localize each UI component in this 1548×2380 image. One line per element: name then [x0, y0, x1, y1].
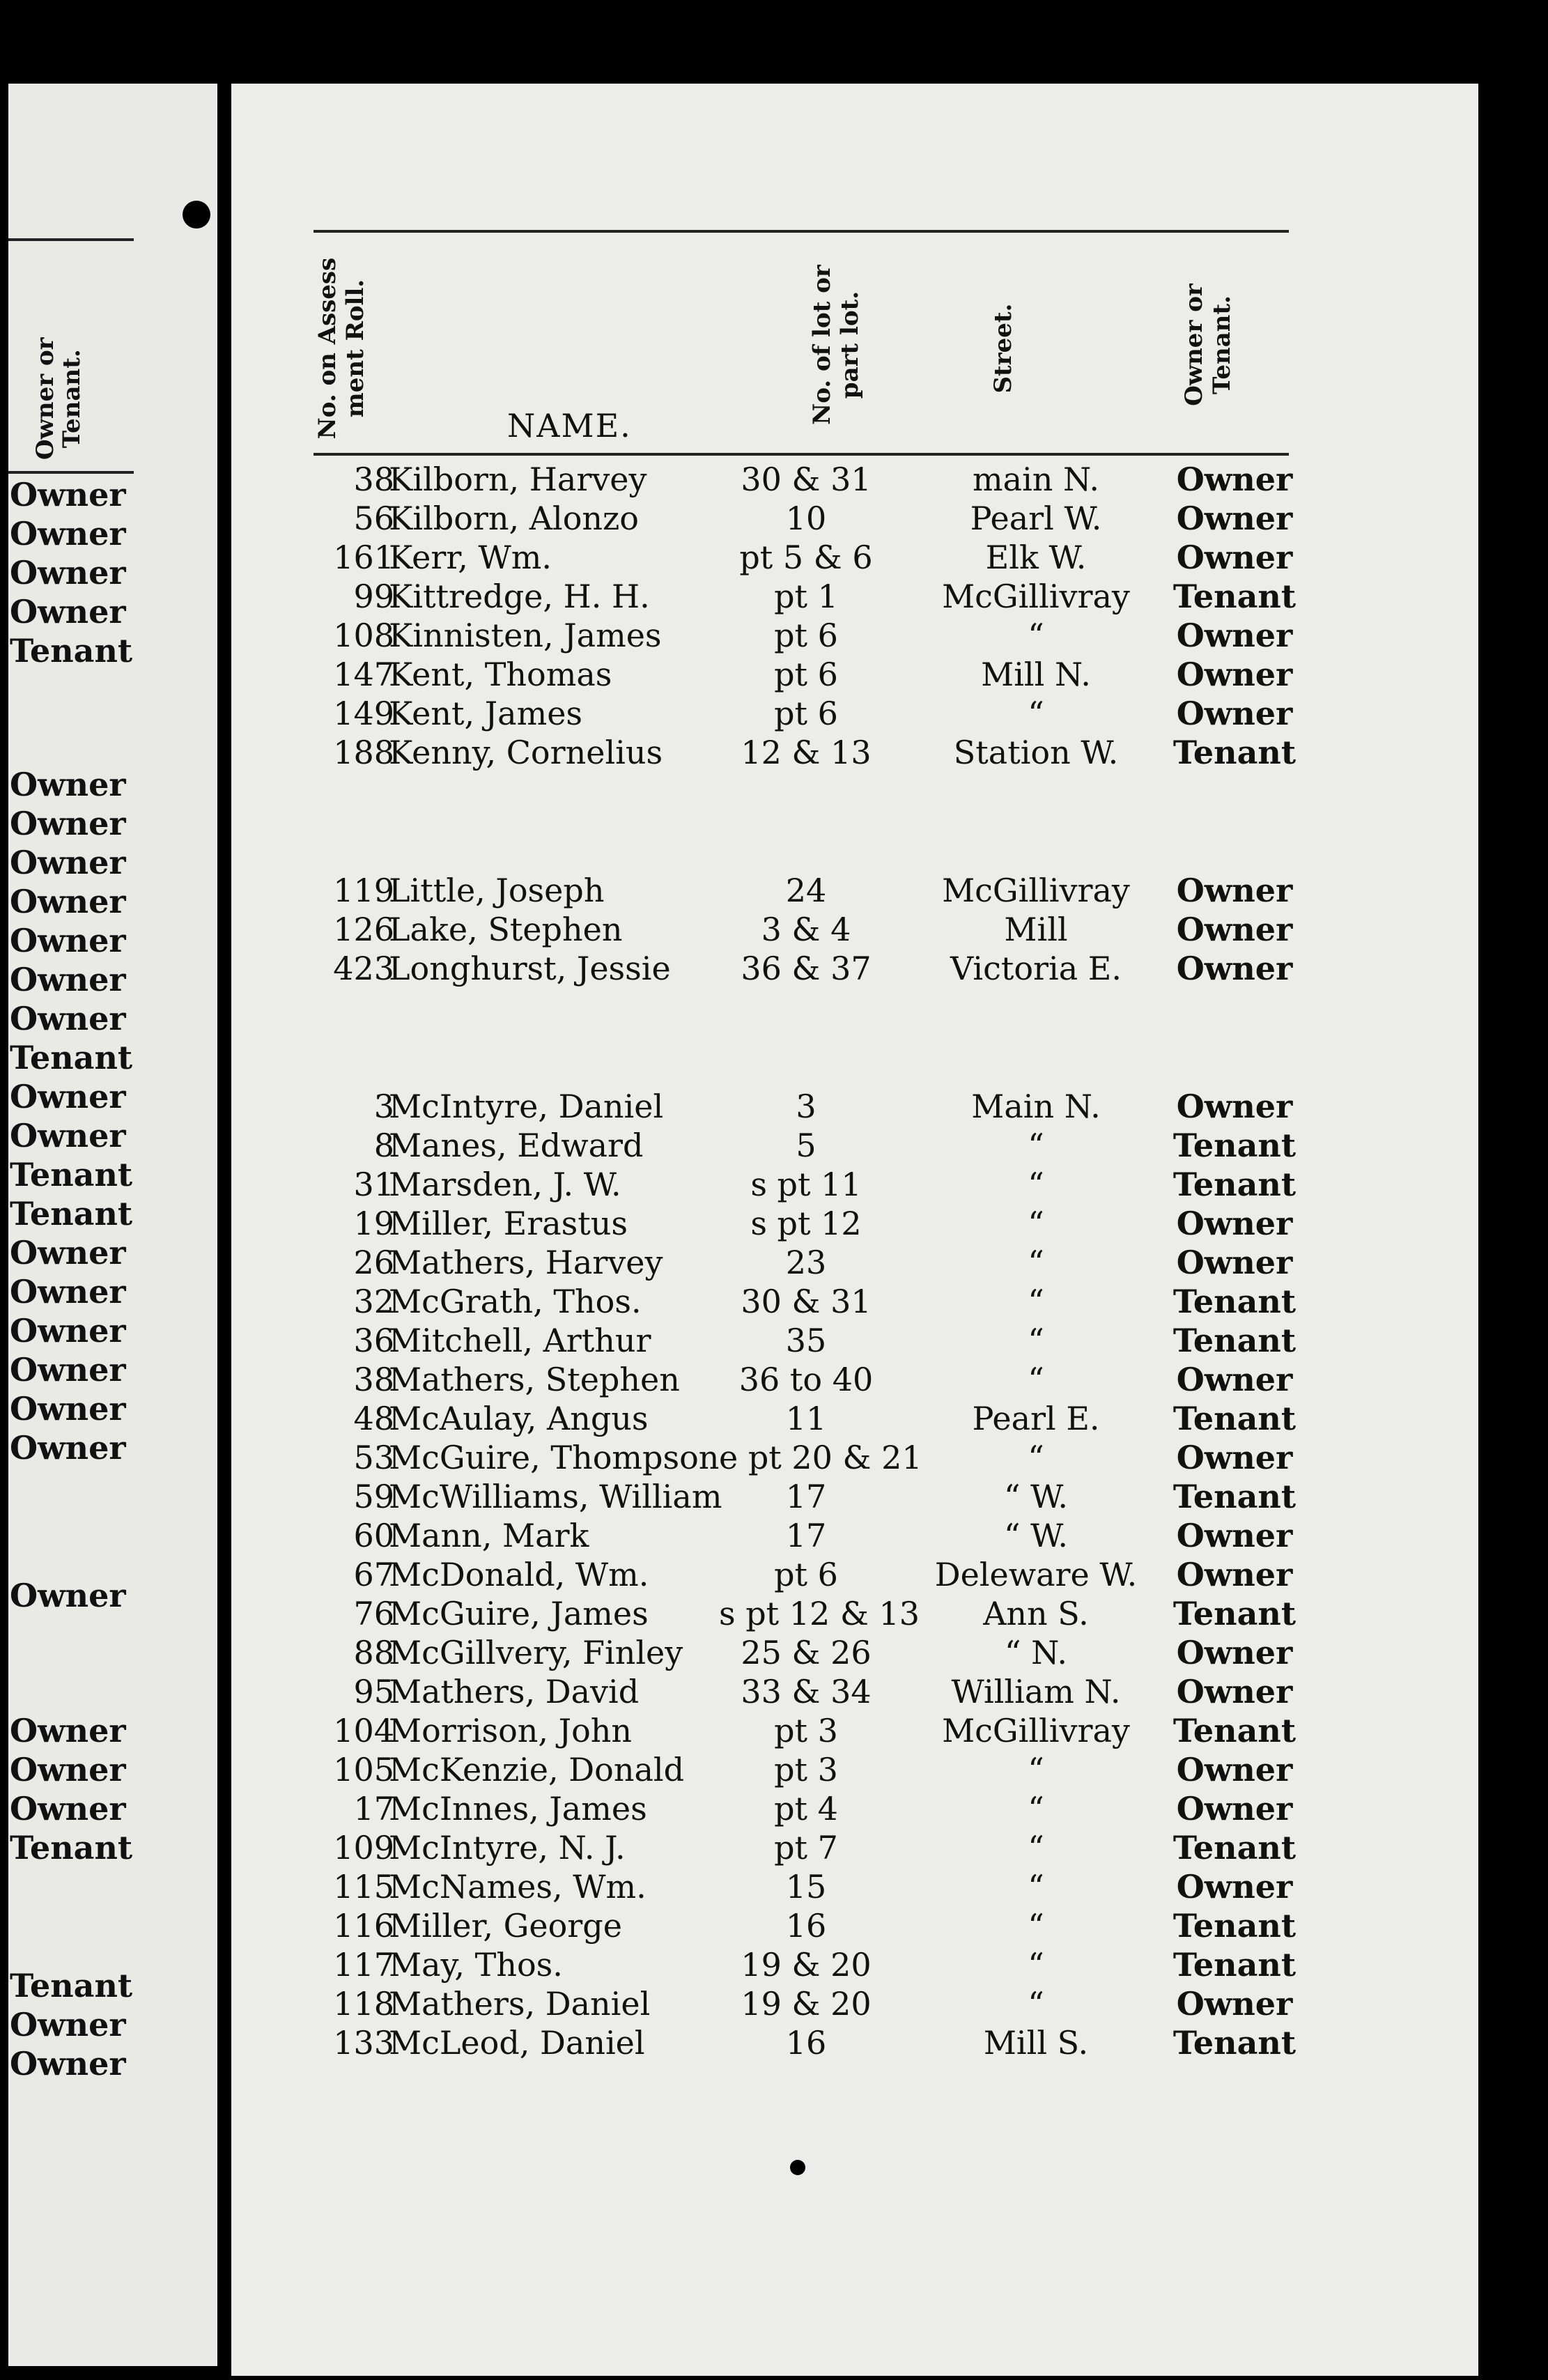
- left-top-rule: [8, 238, 134, 241]
- owner-name: Kinnisten, James: [389, 617, 662, 654]
- street-name: “: [1028, 1868, 1044, 1906]
- table-row: [0, 460, 1548, 499]
- left-owner-tenant-header: Owner or Tenant.: [31, 337, 86, 460]
- street-name: Elk W.: [985, 539, 1087, 576]
- owner-tenant-status: Owner: [1176, 1634, 1293, 1671]
- owner-tenant-status: Owner: [1176, 1439, 1293, 1476]
- left-owner-tenant-entry: Owner: [10, 844, 126, 881]
- owner-name: Mathers, David: [389, 1673, 640, 1710]
- lot-number: pt 3: [774, 1712, 838, 1749]
- table-row: [0, 871, 1548, 910]
- assessment-number: 99: [353, 578, 394, 615]
- table-row: [0, 1477, 1548, 1516]
- street-name: main N.: [973, 461, 1099, 498]
- left-owner-tenant-entry: Owner: [10, 1273, 126, 1311]
- lot-number: pt 6: [774, 656, 838, 693]
- table-row: [0, 616, 1548, 655]
- owner-name: McGuire, James: [389, 1595, 649, 1632]
- assessment-number: 119: [333, 872, 394, 909]
- left-owner-tenant-entry: Owner: [10, 1351, 126, 1389]
- table-row: [0, 1243, 1548, 1282]
- assessment-number: 31: [353, 1166, 394, 1203]
- street-name: “: [1028, 1907, 1044, 1945]
- owner-tenant-status: Owner: [1176, 617, 1293, 654]
- street-name: Station W.: [953, 734, 1119, 771]
- owner-name: McIntyre, Daniel: [389, 1088, 664, 1125]
- street-name: “: [1028, 695, 1044, 732]
- owner-name: McGuire, Thompson: [389, 1439, 720, 1476]
- lot-number: s pt 11: [750, 1166, 862, 1203]
- owner-name: Mathers, Daniel: [389, 1985, 651, 2023]
- owner-tenant-status: Owner: [1176, 1790, 1293, 1828]
- lot-number: 30 & 31: [741, 461, 872, 498]
- lot-number: 23: [785, 1244, 827, 1281]
- owner-tenant-status: Owner: [1176, 1751, 1293, 1788]
- owner-tenant-status: Owner: [1176, 911, 1293, 948]
- left-owner-tenant-entry: Owner: [10, 766, 126, 803]
- lot-number: pt 1: [774, 578, 838, 615]
- owner-tenant-status: Owner: [1176, 539, 1293, 576]
- table-row: [0, 1126, 1548, 1165]
- top-rule: [314, 230, 1289, 233]
- owner-name: Kerr, Wm.: [389, 539, 552, 576]
- lot-number: 36 & 37: [741, 950, 872, 987]
- left-owner-tenant-entry: Owner: [10, 1790, 126, 1828]
- left-owner-tenant-entry: Owner: [10, 1312, 126, 1350]
- assessment-number: 19: [353, 1205, 394, 1242]
- left-owner-tenant-entry: Tenant: [10, 1967, 133, 2004]
- header-name: NAME.: [507, 407, 632, 445]
- table-row: [0, 655, 1548, 694]
- left-owner-tenant-entry: Owner: [10, 515, 126, 552]
- table-row: [0, 1438, 1548, 1477]
- owner-name: McNames, Wm.: [389, 1868, 647, 1906]
- header-rule: [314, 453, 1289, 456]
- header-owner-tenant: Owner or Tenant.: [1180, 284, 1236, 406]
- table-row: [0, 733, 1548, 772]
- assessment-number: 117: [333, 1946, 394, 1984]
- owner-name: Miller, Erastus: [389, 1205, 628, 1242]
- lot-number: 11: [785, 1400, 827, 1437]
- owner-tenant-status: Tenant: [1172, 1595, 1297, 1632]
- left-owner-tenant-entry: Tenant: [10, 1195, 133, 1232]
- lot-number: 19 & 20: [741, 1946, 872, 1984]
- left-owner-tenant-entry: Owner: [10, 476, 126, 513]
- owner-tenant-status: Tenant: [1172, 1166, 1297, 1203]
- header-assessment-roll: No. on Assess ment Roll.: [314, 257, 369, 440]
- street-name: Pearl W.: [970, 500, 1102, 537]
- left-owner-tenant-entry: Owner: [10, 1577, 126, 1614]
- owner-name: McGillvery, Finley: [389, 1634, 683, 1671]
- owner-tenant-status: Owner: [1176, 1205, 1293, 1242]
- street-name: “ W.: [1004, 1478, 1068, 1515]
- assessment-number: 8: [373, 1127, 394, 1164]
- table-row: [0, 1867, 1548, 1906]
- lot-number: pt 3: [774, 1751, 838, 1788]
- owner-name: Kent, Thomas: [389, 656, 612, 693]
- table-row: [0, 1087, 1548, 1126]
- owner-name: Miller, George: [389, 1907, 622, 1945]
- street-name: “: [1028, 1790, 1044, 1828]
- owner-tenant-status: Owner: [1176, 656, 1293, 693]
- owner-tenant-status: Owner: [1176, 461, 1293, 498]
- street-name: Mill S.: [983, 2024, 1089, 2062]
- table-row: [0, 2023, 1548, 2062]
- owner-name: Mathers, Stephen: [389, 1361, 680, 1398]
- street-name: McGillivray: [942, 872, 1130, 909]
- owner-name: Kenny, Cornelius: [389, 734, 663, 771]
- assessment-number: 56: [353, 500, 394, 537]
- owner-name: Lake, Stephen: [389, 911, 623, 948]
- left-owner-tenant-entry: Tenant: [10, 632, 133, 670]
- lot-number: pt 6: [774, 695, 838, 732]
- assessment-number: 38: [353, 461, 394, 498]
- owner-tenant-status: Owner: [1176, 500, 1293, 537]
- header-street: Street.: [989, 303, 1017, 394]
- left-owner-tenant-entry: Tenant: [10, 1156, 133, 1193]
- street-name: “ W.: [1004, 1517, 1068, 1554]
- lot-number: s pt 12: [750, 1205, 862, 1242]
- left-owner-tenant-entry: Owner: [10, 1390, 126, 1428]
- lot-number: 3: [796, 1088, 816, 1125]
- owner-name: Marsden, J. W.: [389, 1166, 621, 1203]
- street-name: “: [1028, 1205, 1044, 1242]
- assessment-number: 115: [333, 1868, 394, 1906]
- left-owner-tenant-entry: Owner: [10, 554, 126, 592]
- owner-name: May, Thos.: [389, 1946, 563, 1984]
- street-name: Deleware W.: [934, 1556, 1138, 1593]
- lot-number: 10: [785, 500, 827, 537]
- street-name: “: [1028, 1946, 1044, 1984]
- table-row: [0, 1399, 1548, 1438]
- owner-tenant-status: Tenant: [1172, 1283, 1297, 1320]
- owner-tenant-status: Tenant: [1172, 1946, 1297, 1984]
- assessment-number: 48: [353, 1400, 394, 1437]
- lot-number: 24: [785, 872, 827, 909]
- left-owner-tenant-entry: Owner: [10, 922, 126, 959]
- table-row: [0, 1516, 1548, 1555]
- lot-number: 30 & 31: [741, 1283, 872, 1320]
- street-name: “: [1028, 1751, 1044, 1788]
- assessment-number: 59: [353, 1478, 394, 1515]
- assessment-number: 108: [333, 617, 394, 654]
- street-name: Pearl E.: [972, 1400, 1100, 1437]
- table-row: [0, 1282, 1548, 1321]
- owner-name: McGrath, Thos.: [389, 1283, 642, 1320]
- table-row: [0, 1321, 1548, 1360]
- street-name: McGillivray: [942, 578, 1130, 615]
- assessment-number: 60: [353, 1517, 394, 1554]
- street-name: “: [1028, 1283, 1044, 1320]
- table-row: [0, 1165, 1548, 1204]
- lot-number: pt 5 & 6: [739, 539, 873, 576]
- table-row: [0, 538, 1548, 577]
- street-name: “: [1028, 1127, 1044, 1164]
- lot-number: 25 & 26: [741, 1634, 872, 1671]
- binding-hole: [183, 201, 210, 229]
- assessment-number: 76: [353, 1595, 394, 1632]
- lot-number: 16: [785, 2024, 827, 2062]
- assessment-number: 147: [333, 656, 394, 693]
- owner-tenant-status: Owner: [1176, 1361, 1293, 1398]
- street-name: McGillivray: [942, 1712, 1130, 1749]
- owner-tenant-status: Tenant: [1172, 578, 1297, 615]
- left-owner-tenant-entry: Owner: [10, 1429, 126, 1467]
- owner-name: Longhurst, Jessie: [389, 950, 671, 987]
- owner-tenant-status: Owner: [1176, 1088, 1293, 1125]
- assessment-number: 105: [333, 1751, 394, 1788]
- owner-name: McWilliams, William: [389, 1478, 722, 1515]
- owner-name: Kilborn, Harvey: [389, 461, 647, 498]
- table-row: [0, 1360, 1548, 1399]
- assessment-number: 423: [333, 950, 394, 987]
- owner-tenant-status: Owner: [1176, 872, 1293, 909]
- lot-number: 12 & 13: [741, 734, 872, 771]
- left-owner-tenant-entry: Owner: [10, 961, 126, 998]
- owner-name: Kittredge, H. H.: [389, 578, 650, 615]
- street-name: Mill N.: [981, 656, 1091, 693]
- lot-number: 33 & 34: [741, 1673, 872, 1710]
- left-owner-tenant-entry: Owner: [10, 1000, 126, 1037]
- owner-name: Mathers, Harvey: [389, 1244, 663, 1281]
- table-row: [0, 499, 1548, 538]
- lot-number: pt 7: [774, 1829, 838, 1867]
- street-name: “: [1028, 1361, 1044, 1398]
- owner-tenant-status: Tenant: [1172, 1829, 1297, 1867]
- street-name: Ann S.: [983, 1595, 1089, 1632]
- lot-number: e pt 20 & 21: [719, 1439, 922, 1476]
- owner-tenant-status: Tenant: [1172, 1322, 1297, 1359]
- street-name: Mill: [1004, 911, 1068, 948]
- table-row: [0, 1750, 1548, 1789]
- owner-tenant-status: Tenant: [1172, 1478, 1297, 1515]
- left-owner-tenant-entry: Tenant: [10, 1039, 133, 1076]
- table-row: [0, 1594, 1548, 1633]
- assessment-number: 104: [333, 1712, 394, 1749]
- left-owner-tenant-entry: Owner: [10, 883, 126, 920]
- owner-name: McKenzie, Donald: [389, 1751, 685, 1788]
- lot-number: s pt 12 & 13: [719, 1595, 920, 1632]
- table-row: [0, 1828, 1548, 1867]
- table-row: [0, 1945, 1548, 1984]
- lot-number: 17: [785, 1517, 827, 1554]
- assessment-number: 126: [333, 911, 394, 948]
- assessment-number: 17: [353, 1790, 394, 1828]
- left-owner-tenant-entry: Owner: [10, 805, 126, 842]
- table-row: [0, 694, 1548, 733]
- table-row: [0, 1555, 1548, 1594]
- owner-name: Manes, Edward: [389, 1127, 644, 1164]
- owner-tenant-status: Tenant: [1172, 1712, 1297, 1749]
- owner-tenant-status: Tenant: [1172, 1907, 1297, 1945]
- street-name: Main N.: [971, 1088, 1101, 1125]
- assessment-number: 36: [353, 1322, 394, 1359]
- owner-name: Kilborn, Alonzo: [389, 500, 639, 537]
- left-owner-tenant-entry: Tenant: [10, 1829, 133, 1867]
- lot-number: 19 & 20: [741, 1985, 872, 2023]
- lot-number: 35: [785, 1322, 827, 1359]
- street-name: “: [1028, 1439, 1044, 1476]
- assessment-number: 67: [353, 1556, 394, 1593]
- owner-name: McIntyre, N. J.: [389, 1829, 626, 1867]
- left-owner-tenant-entry: Owner: [10, 1234, 126, 1272]
- street-name: “: [1028, 1322, 1044, 1359]
- assessment-number: 188: [333, 734, 394, 771]
- table-row: [0, 1789, 1548, 1828]
- street-name: “: [1028, 1829, 1044, 1867]
- assessment-number: 3: [373, 1088, 394, 1125]
- lot-number: pt 4: [774, 1790, 838, 1828]
- assessment-number: 133: [333, 2024, 394, 2062]
- owner-name: Morrison, John: [389, 1712, 633, 1749]
- owner-tenant-status: Owner: [1176, 1673, 1293, 1710]
- owner-name: Mann, Mark: [389, 1517, 589, 1554]
- assessment-number: 95: [353, 1673, 394, 1710]
- owner-tenant-status: Owner: [1176, 1517, 1293, 1554]
- owner-name: McInnes, James: [389, 1790, 647, 1828]
- lot-number: 16: [785, 1907, 827, 1945]
- assessment-number: 149: [333, 695, 394, 732]
- table-row: [0, 1984, 1548, 2023]
- owner-tenant-status: Tenant: [1172, 2024, 1297, 2062]
- left-owner-tenant-entry: Owner: [10, 2006, 126, 2043]
- assessment-number: 53: [353, 1439, 394, 1476]
- assessment-number: 109: [333, 1829, 394, 1867]
- lot-number: pt 6: [774, 1556, 838, 1593]
- left-owner-tenant-entry: Owner: [10, 593, 126, 631]
- left-owner-tenant-entry: Owner: [10, 1117, 126, 1154]
- owner-tenant-status: Owner: [1176, 695, 1293, 732]
- assessment-number: 116: [333, 1907, 394, 1945]
- owner-name: McAulay, Angus: [389, 1400, 649, 1437]
- lot-number: 17: [785, 1478, 827, 1515]
- table-row: [0, 1204, 1548, 1243]
- left-owner-tenant-entry: Owner: [10, 1712, 126, 1749]
- table-row: [0, 1711, 1548, 1750]
- owner-name: Mitchell, Arthur: [389, 1322, 651, 1359]
- owner-tenant-status: Owner: [1176, 950, 1293, 987]
- owner-name: Kent, James: [389, 695, 583, 732]
- table-row: [0, 949, 1548, 988]
- assessment-number: 161: [333, 539, 394, 576]
- street-name: “: [1028, 1985, 1044, 2023]
- left-owner-tenant-entry: Owner: [10, 2045, 126, 2082]
- lot-number: 3 & 4: [761, 911, 851, 948]
- owner-name: Little, Joseph: [389, 872, 605, 909]
- lot-number: 5: [796, 1127, 816, 1164]
- lot-number: 15: [785, 1868, 827, 1906]
- left-owner-tenant-entry: Owner: [10, 1751, 126, 1788]
- assessment-number: 88: [353, 1634, 394, 1671]
- table-row: [0, 910, 1548, 949]
- binding-hole: [790, 2160, 805, 2175]
- owner-tenant-status: Owner: [1176, 1868, 1293, 1906]
- street-name: “ N.: [1004, 1634, 1068, 1671]
- left-owner-tenant-entry: Owner: [10, 1078, 126, 1115]
- owner-name: McLeod, Daniel: [389, 2024, 645, 2062]
- street-name: “: [1028, 617, 1044, 654]
- owner-tenant-status: Tenant: [1172, 1127, 1297, 1164]
- owner-tenant-status: Tenant: [1172, 734, 1297, 771]
- owner-tenant-status: Owner: [1176, 1244, 1293, 1281]
- owner-tenant-status: Owner: [1176, 1985, 1293, 2023]
- assessment-number: 38: [353, 1361, 394, 1398]
- table-row: [0, 577, 1548, 616]
- assessment-number: 32: [353, 1283, 394, 1320]
- table-row: [0, 1672, 1548, 1711]
- owner-tenant-status: Tenant: [1172, 1400, 1297, 1437]
- owner-name: McDonald, Wm.: [389, 1556, 649, 1593]
- assessment-number: 26: [353, 1244, 394, 1281]
- street-name: William N.: [951, 1673, 1121, 1710]
- assessment-number: 118: [333, 1985, 394, 2023]
- street-name: “: [1028, 1244, 1044, 1281]
- lot-number: 36 to 40: [738, 1361, 874, 1398]
- table-row: [0, 1906, 1548, 1945]
- owner-tenant-status: Owner: [1176, 1556, 1293, 1593]
- street-name: Victoria E.: [950, 950, 1122, 987]
- street-name: “: [1028, 1166, 1044, 1203]
- header-lot-number: No. of lot or part lot.: [808, 265, 864, 425]
- lot-number: pt 6: [774, 617, 838, 654]
- table-row: [0, 1633, 1548, 1672]
